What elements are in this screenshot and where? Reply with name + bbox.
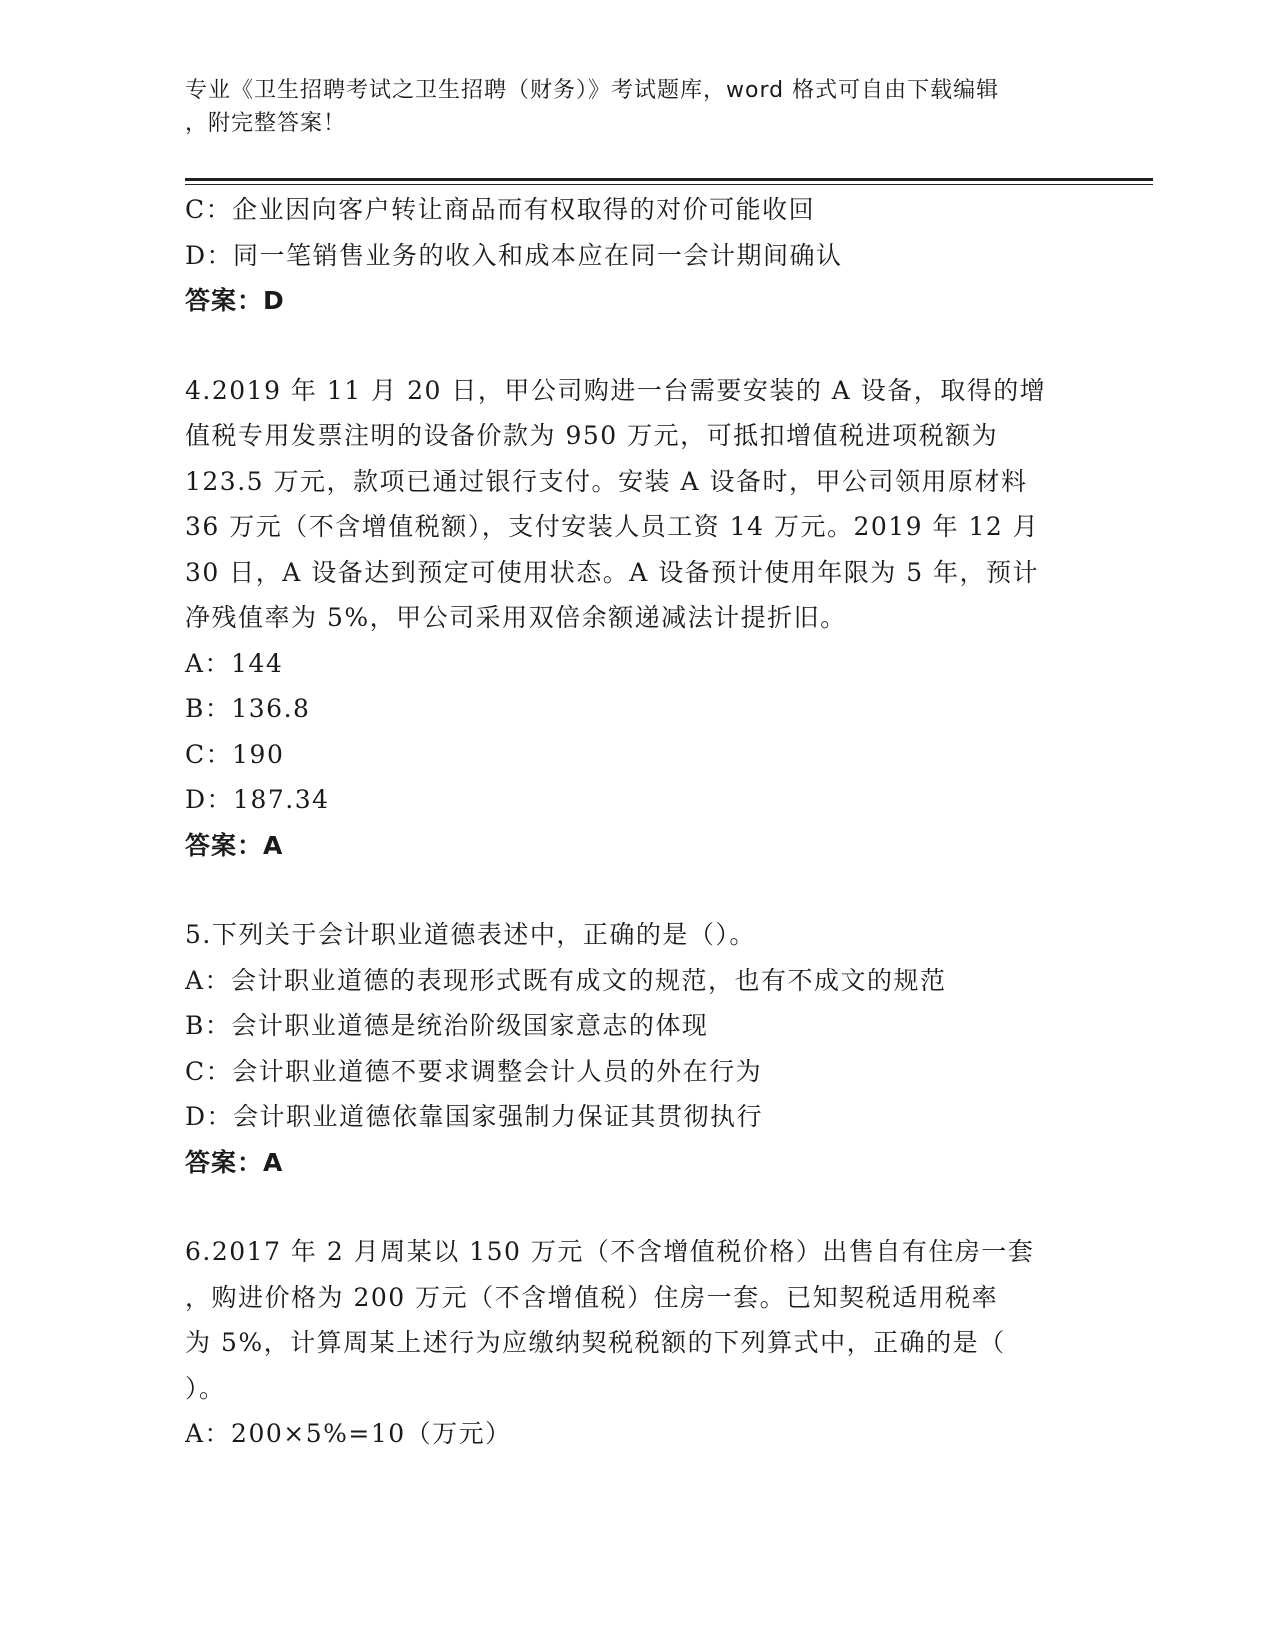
question-stem-line: ，购进价格为 200 万元（不含增值税）住房一套。已知契税适用税率	[185, 1282, 999, 1312]
spacer	[185, 324, 1085, 368]
question-stem-line: 36 万元（不含增值税额），支付安装人员工资 14 万元。2019 年 12 月	[185, 512, 1040, 541]
question-stem-line: 6.2017 年 2 月周某以 150 万元（不含增值税价格）出售自有住房一套	[185, 1237, 1035, 1266]
question-stem-line: 5.下列关于会计职业道德表述中，正确的是（）。	[185, 920, 756, 949]
question-stem-line: 30 日，A 设备达到预定可使用状态。A 设备预计使用年限为 5 年，预计	[185, 557, 1040, 587]
header-line-2: ，附完整答案！	[185, 111, 347, 136]
question-stem-line: 123.5 万元，款项已通过银行支付。安装 A 设备时，甲公司领用原材料	[185, 466, 1028, 496]
question-stem-line: ）。	[185, 1373, 226, 1403]
document-body	[185, 187, 1085, 1457]
option-d: D：同一笔销售业务的收入和成本应在同一会计期间确认	[185, 240, 843, 270]
option-b: B：136.8	[185, 694, 311, 723]
question-stem-line: 4.2019 年 11 月 20 日，甲公司购进一台需要安装的 A 设备，取得的增	[185, 375, 1047, 405]
header-divider-thin	[185, 184, 1153, 185]
question-stem-line: 为 5%，计算周某上述行为应缴纳契税税额的下列算式中，正确的是（	[185, 1328, 1006, 1357]
option-a: A：会计职业道德的表现形式既有成文的规范，也有不成文的规范	[185, 965, 947, 995]
answer: 答案：A	[185, 1147, 284, 1177]
spacer	[185, 868, 1085, 912]
question-3-tail	[185, 187, 1085, 324]
header-divider-thick	[185, 178, 1153, 181]
document-header	[185, 74, 1085, 140]
question-6	[185, 1229, 1085, 1457]
header-line-1: 专业《卫生招聘考试之卫生招聘（财务）》考试题库，word 格式可自由下载编辑	[185, 78, 1000, 103]
option-c: C：会计职业道德不要求调整会计人员的外在行为	[185, 1056, 763, 1086]
question-4	[185, 368, 1085, 869]
answer: 答案：A	[185, 830, 284, 860]
option-d: D：187.34	[185, 785, 330, 814]
option-c: C：190	[185, 739, 285, 769]
option-a: A：144	[185, 648, 284, 678]
option-b: B：会计职业道德是统治阶级国家意志的体现	[185, 1011, 709, 1040]
answer: 答案：D	[185, 286, 285, 315]
option-c: C：企业因向客户转让商品而有权取得的对价可能收回	[185, 195, 816, 224]
spacer	[185, 1185, 1085, 1229]
option-d: D：会计职业道德依靠国家强制力保证其贯彻执行	[185, 1102, 764, 1131]
option-a: A：200×5%=10（万元）	[185, 1419, 512, 1448]
question-5	[185, 912, 1085, 1185]
question-stem-line: 净残值率为 5%，甲公司采用双倍余额递减法计提折旧。	[185, 603, 847, 632]
question-stem-line: 值税专用发票注明的设备价款为 950 万元，可抵扣增值税进项税额为	[185, 421, 999, 450]
